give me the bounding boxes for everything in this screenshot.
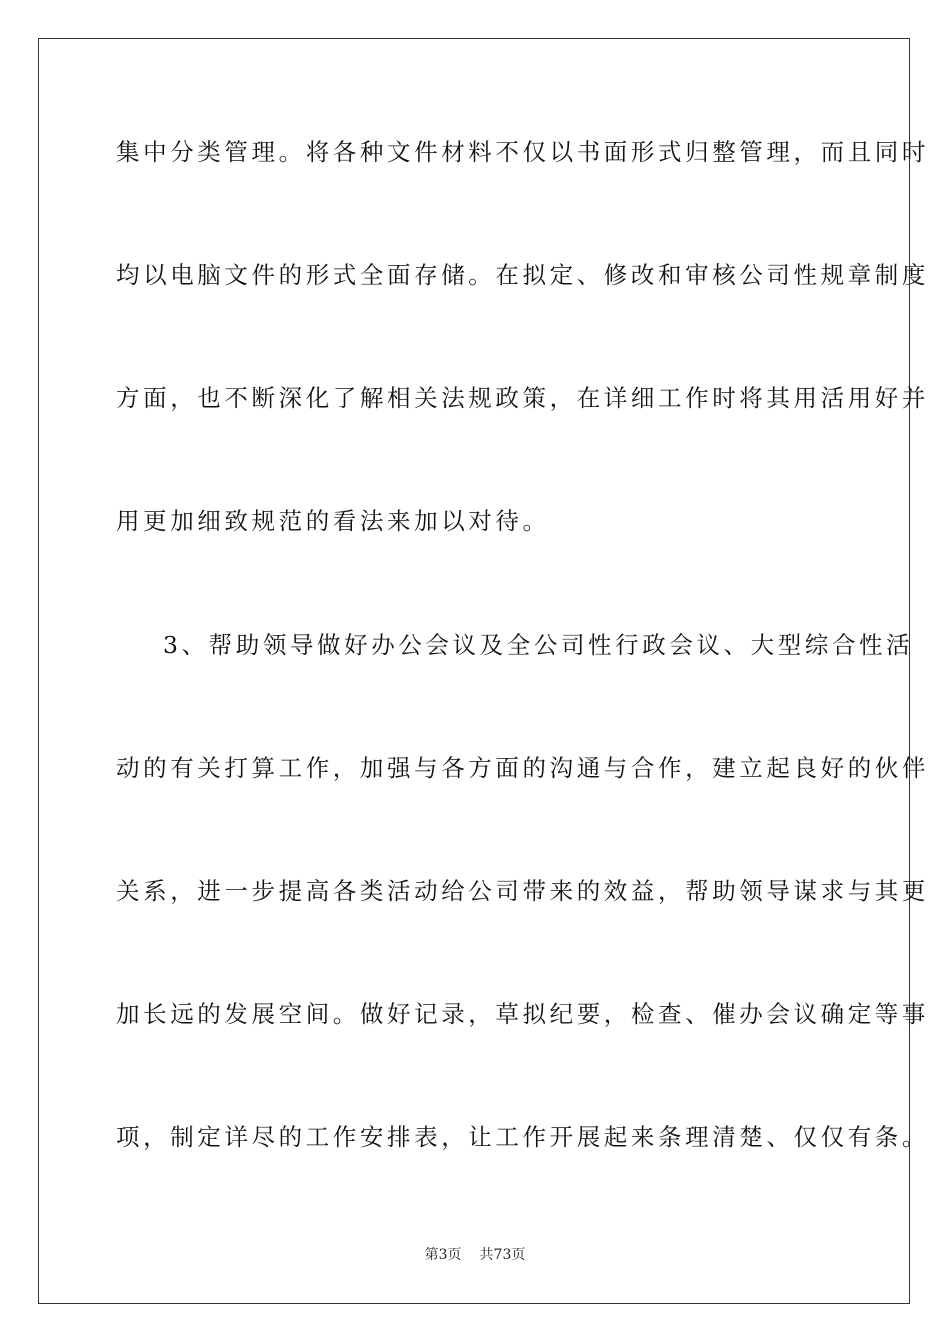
paragraph-line: 3、帮助领导做好办公会议及全公司性行政会议、大型综合性活 xyxy=(163,631,914,659)
paragraph-line: 均以电脑文件的形式全面存储。在拟定、修改和审核公司性规章制度 xyxy=(116,261,929,289)
paragraph-line: 用更加细致规范的看法来加以对待。 xyxy=(116,507,550,535)
page-total: 共73页 xyxy=(479,1247,526,1263)
paragraph-line: 加长远的发展空间。做好记录，草拟纪要，检查、催办会议确定等事 xyxy=(116,1000,929,1028)
paragraph-line: 关系，进一步提高各类活动给公司带来的效益，帮助领导谋求与其更 xyxy=(116,877,929,905)
paragraph-line: 项，制定详尽的工作安排表，让工作开展起来条理清楚、仅仅有条。 xyxy=(116,1123,929,1151)
paragraph-line: 方面，也不断深化了解相关法规政策，在详细工作时将其用活用好并 xyxy=(116,384,929,412)
paragraph-line: 动的有关打算工作，加强与各方面的沟通与合作，建立起良好的伙伴 xyxy=(116,754,929,782)
page-border xyxy=(38,38,929,1304)
page-footer xyxy=(0,1246,950,1264)
paragraph-line: 集中分类管理。将各种文件材料不仅以书面形式归整管理，而且同时 xyxy=(116,138,929,166)
page-number: 第3页 xyxy=(424,1247,462,1263)
